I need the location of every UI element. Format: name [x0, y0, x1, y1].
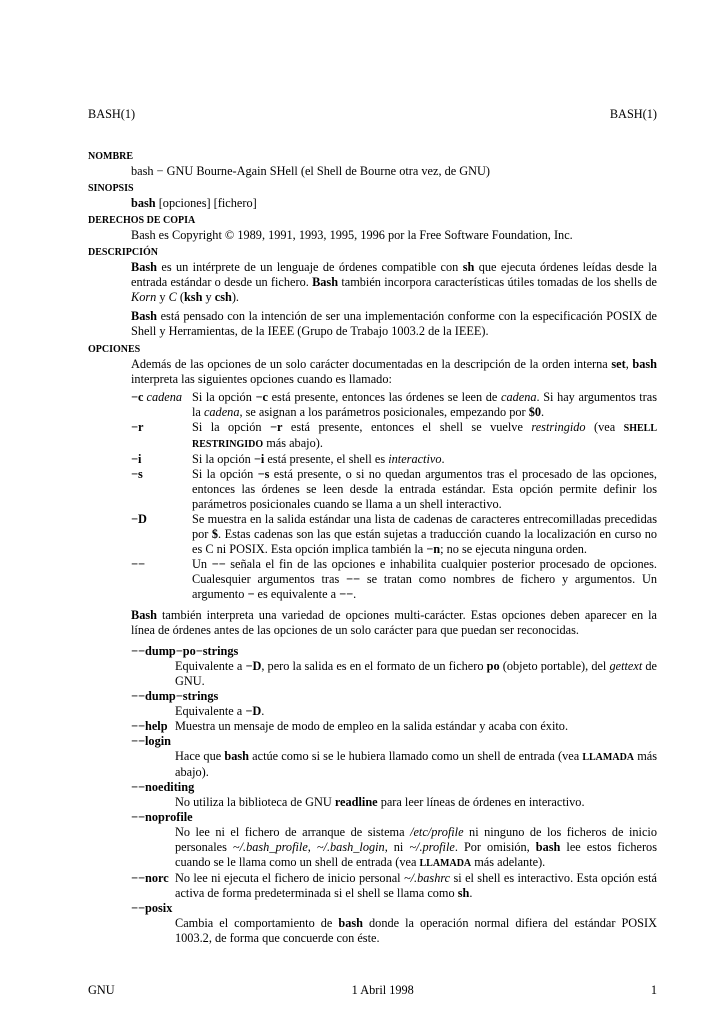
option-tag: −− [131, 557, 146, 571]
page-footer [88, 983, 657, 998]
header-left: BASH(1) [88, 107, 136, 121]
option-desc: Muestra un mensaje de modo de empleo en la salida estándar y acaba con éxito. [175, 719, 569, 733]
sinopsis-text [88, 196, 657, 211]
section-heading-sinopsis: SINOPSIS [88, 183, 134, 194]
option-tag: −D [131, 512, 147, 526]
option-double-dash [88, 557, 657, 602]
option-desc: Si la opción −c está presente, entonces las órdenes se leen de cadena. Si hay argumentos tras la cadena, se asignan a los parámetros posicionales, empezando por $0. [192, 390, 657, 419]
option-dump-po-tag: −−dump−po−strings [131, 644, 239, 658]
descripcion-paragraph-1: Bash es un intérprete de un lenguaje de órdenes compatible con sh que ejecuta órdenes leídas desde la entrada estándar o desde un fichero. Bash también incorpora características útiles tomadas de los shells de Korn y C (ksh y csh). [131, 260, 657, 304]
option-desc: Se muestra en la salida estándar una lista de cadenas de caracteres entrecomilladas precedidas por $. Estas cadenas son las que están sujetas a traducción cuando la localización en curso no es C ni POSIX. Esta opción implica también la −n; no se ejecuta ninguna orden. [192, 512, 658, 556]
option-posix-tag: −−posix [131, 901, 173, 915]
option-tag: −r [131, 420, 144, 434]
option-dump-tag: −−dump−strings [131, 689, 219, 703]
option-tag: −i [131, 452, 142, 466]
option-s [88, 467, 657, 512]
option-noprofile-tag: −−noprofile [131, 810, 193, 824]
option-tag: −c cadena [131, 390, 183, 404]
page-header [88, 107, 657, 122]
opciones-multi: Bash también interpreta una variedad de opciones multi-carácter. Estas opciones deben aparecer en la línea de órdenes antes de las opciones de un solo carácter para que puedan ser reconocidas. [131, 608, 657, 637]
option-desc: Si la opción −r está presente, entonces el shell se vuelve restringido (vea SHELL RESTRINGIDO más abajo). [192, 420, 658, 450]
footer-center: 1 Abril 1998 [351, 983, 414, 997]
option-noediting-desc: No utiliza la biblioteca de GNU readline para leer líneas de órdenes en interactivo. [175, 795, 585, 809]
option-r [88, 420, 657, 452]
option-tag: −−help [131, 719, 168, 733]
descripcion-paragraph-2: Bash está pensado con la intención de ser una implementación conforme con la especificación POSIX de Shell y Herramientas, de la IEEE (Grupo de Trabajo 1003.2 de la IEEE). [131, 309, 657, 338]
option-login-tag: −−login [131, 734, 171, 748]
section-heading-opciones: OPCIONES [88, 344, 141, 355]
opciones-intro: Además de las opciones de un solo carácter documentadas en la descripción de la orden interna set, bash interpreta las siguientes opciones cuando es llamado: [131, 357, 657, 386]
option-login-desc: Hace que bash actúe como si se le hubiera llamado como un shell de entrada (vea LLAMADA más abajo). [175, 749, 658, 779]
header-right: BASH(1) [609, 107, 657, 121]
option-noediting-tag: −−noediting [131, 780, 195, 794]
option-dump-po-desc: Equivalente a −D, pero la salida es en el formato de un fichero po (objeto portable), del gettext de GNU. [175, 659, 658, 688]
nombre-text: bash − GNU Bourne-Again SHell (el Shell de Bourne otra vez, de GNU) [131, 164, 491, 178]
section-heading-derechos: DERECHOS DE COPIA [88, 215, 196, 226]
footer-left: GNU [88, 983, 115, 997]
derechos-text: Bash es Copyright © 1989, 1991, 1993, 1995, 1996 por la Free Software Foundation, Inc. [131, 228, 573, 242]
option-dump-desc: Equivalente a −D. [175, 704, 265, 718]
option-desc: Si la opción −i está presente, el shell es interactivo. [192, 452, 445, 466]
option-tag: −−norc [131, 871, 169, 885]
section-heading-descripcion: DESCRIPCIÓN [88, 247, 159, 258]
option-noprofile-desc: No lee ni el fichero de arranque de sistema /etc/profile ni ninguno de los ficheros de inicio personales ~/.bash_profile, ~/.bash_login, ni ~/.profile. Por omisión, bash lee estos ficheros cuando se le llama como un shell de entrada (vea LLAMADA más adelante). [175, 825, 657, 869]
footer-right: 1 [650, 983, 657, 997]
sinopsis-cmd: bash [131, 196, 156, 210]
option-help [88, 719, 657, 734]
option-posix-desc: Cambia el comportamiento de bash donde la operación normal difiera del estándar POSIX 1003.2, de forma que concuerde con éste. [175, 916, 657, 945]
sinopsis-args: [opciones] [fichero] [155, 196, 257, 210]
page-body [88, 150, 657, 946]
option-tag: −s [131, 467, 143, 481]
option-i [88, 452, 657, 467]
section-heading-nombre: NOMBRE [88, 151, 133, 162]
option-desc: Si la opción −s está presente, o si no quedan argumentos tras el procesado de las opciones, entonces las órdenes se leen desde la entrada estándar. Esta opción permite definir los parámetros posicionales cuando se llama a un shell interactivo. [192, 467, 657, 511]
option-desc: Un −− señala el fin de las opciones e inhabilita cualquier posterior procesado de opciones. Cualesquier argumentos tras −− se tratan como nombres de fichero y argumentos. Un argumento − es equivalente a −−. [192, 557, 657, 601]
option-norc [88, 871, 657, 901]
option-D [88, 512, 657, 557]
option-desc: No lee ni ejecuta el fichero de inicio personal ~/.bashrc si el shell es interactivo. Esta opción está activa de forma predeterminada si el shell se llama como sh. [175, 871, 657, 900]
option-c [88, 390, 657, 420]
